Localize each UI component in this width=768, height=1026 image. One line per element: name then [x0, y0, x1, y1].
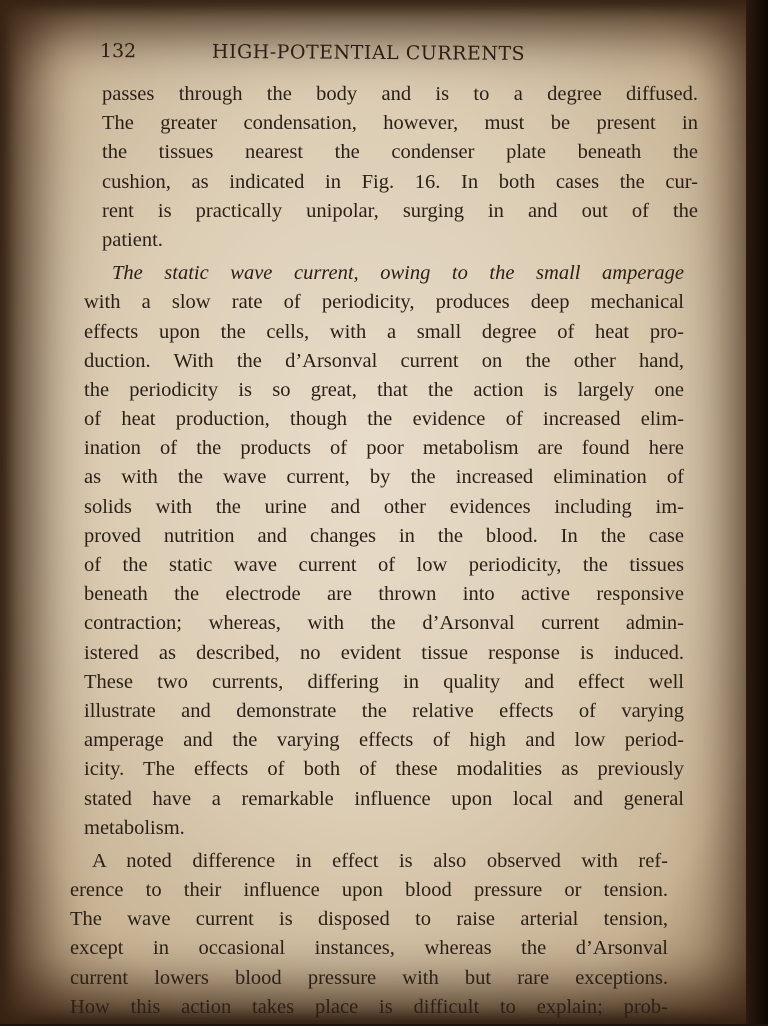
text-line: metabolism. [84, 816, 185, 839]
text-line: A noted difference in effect is also observed with ref- [92, 849, 668, 872]
text-line: contraction; whereas, with the d’Arsonval current admin- [84, 612, 684, 635]
text-line: with a slow rate of periodicity, produces deep mechanical [84, 291, 684, 314]
text-line: duction. With the d’Arsonval current on the other hand, [84, 349, 684, 372]
text-line: solids with the urine and other evidences including im- [84, 495, 684, 518]
text-line: as with the wave current, by the increased elimination of [84, 466, 684, 489]
text-line: patient. [102, 228, 163, 251]
text-line: the tissues nearest the condenser plate beneath the [102, 141, 698, 164]
paragraph [102, 80, 698, 255]
running-head [99, 40, 570, 65]
text-line: The static wave current, owing to the small amperage [112, 262, 684, 285]
text-line: erence to their influence upon blood pressure or tension. [70, 879, 668, 902]
text-line: except in occasional instances, whereas the d’Arsonval [70, 937, 668, 960]
text-line: of heat production, though the evidence of increased elim- [84, 408, 684, 431]
text-line: ination of the products of poor metabolism are found here [84, 437, 684, 460]
text-line: illustrate and demonstrate the relative effects of varying [84, 699, 684, 722]
text-line: amperage and the varying effects of high and low period- [84, 729, 684, 752]
text-line: icity. The effects of both of these modalities as previously [84, 758, 684, 781]
text-line: How this action takes place is difficult to explain; prob- [70, 995, 668, 1018]
text-line: current lowers blood pressure with but rare exceptions. [70, 966, 668, 989]
book-spine-shadow [746, 0, 768, 1024]
text-line: stated have a remarkable influence upon local and general [84, 787, 684, 810]
text-line: beneath the electrode are thrown into active responsive [84, 583, 684, 606]
text-line: effects upon the cells, with a small degree of heat pro- [84, 320, 684, 343]
text-line: These two currents, differing in quality and effect well [84, 670, 684, 693]
body-text [68, 80, 698, 1026]
paragraph [84, 259, 684, 843]
running-head-title: HIGH-POTENTIAL CURRENTS [211, 40, 526, 65]
text-line: rent is practically unipolar, surging in and out of the [102, 199, 698, 222]
text-line: of the static wave current of low periodicity, the tissues [84, 554, 684, 576]
paragraph [70, 847, 668, 1022]
text-line: The wave current is disposed to raise arterial tension, [70, 908, 668, 931]
text-line: the periodicity is so great, that the action is largely one [84, 378, 684, 401]
text-line: The greater condensation, however, must be present in [102, 112, 698, 135]
text-line: cushion, as indicated in Fig. 16. In both cases the cur- [102, 170, 698, 193]
text-line: proved nutrition and changes in the blood. In the case [84, 524, 684, 547]
page-number: 132 [99, 40, 137, 63]
text-line: passes through the body and is to a degree diffused. [102, 83, 698, 105]
text-line: istered as described, no evident tissue response is induced. [84, 641, 684, 664]
